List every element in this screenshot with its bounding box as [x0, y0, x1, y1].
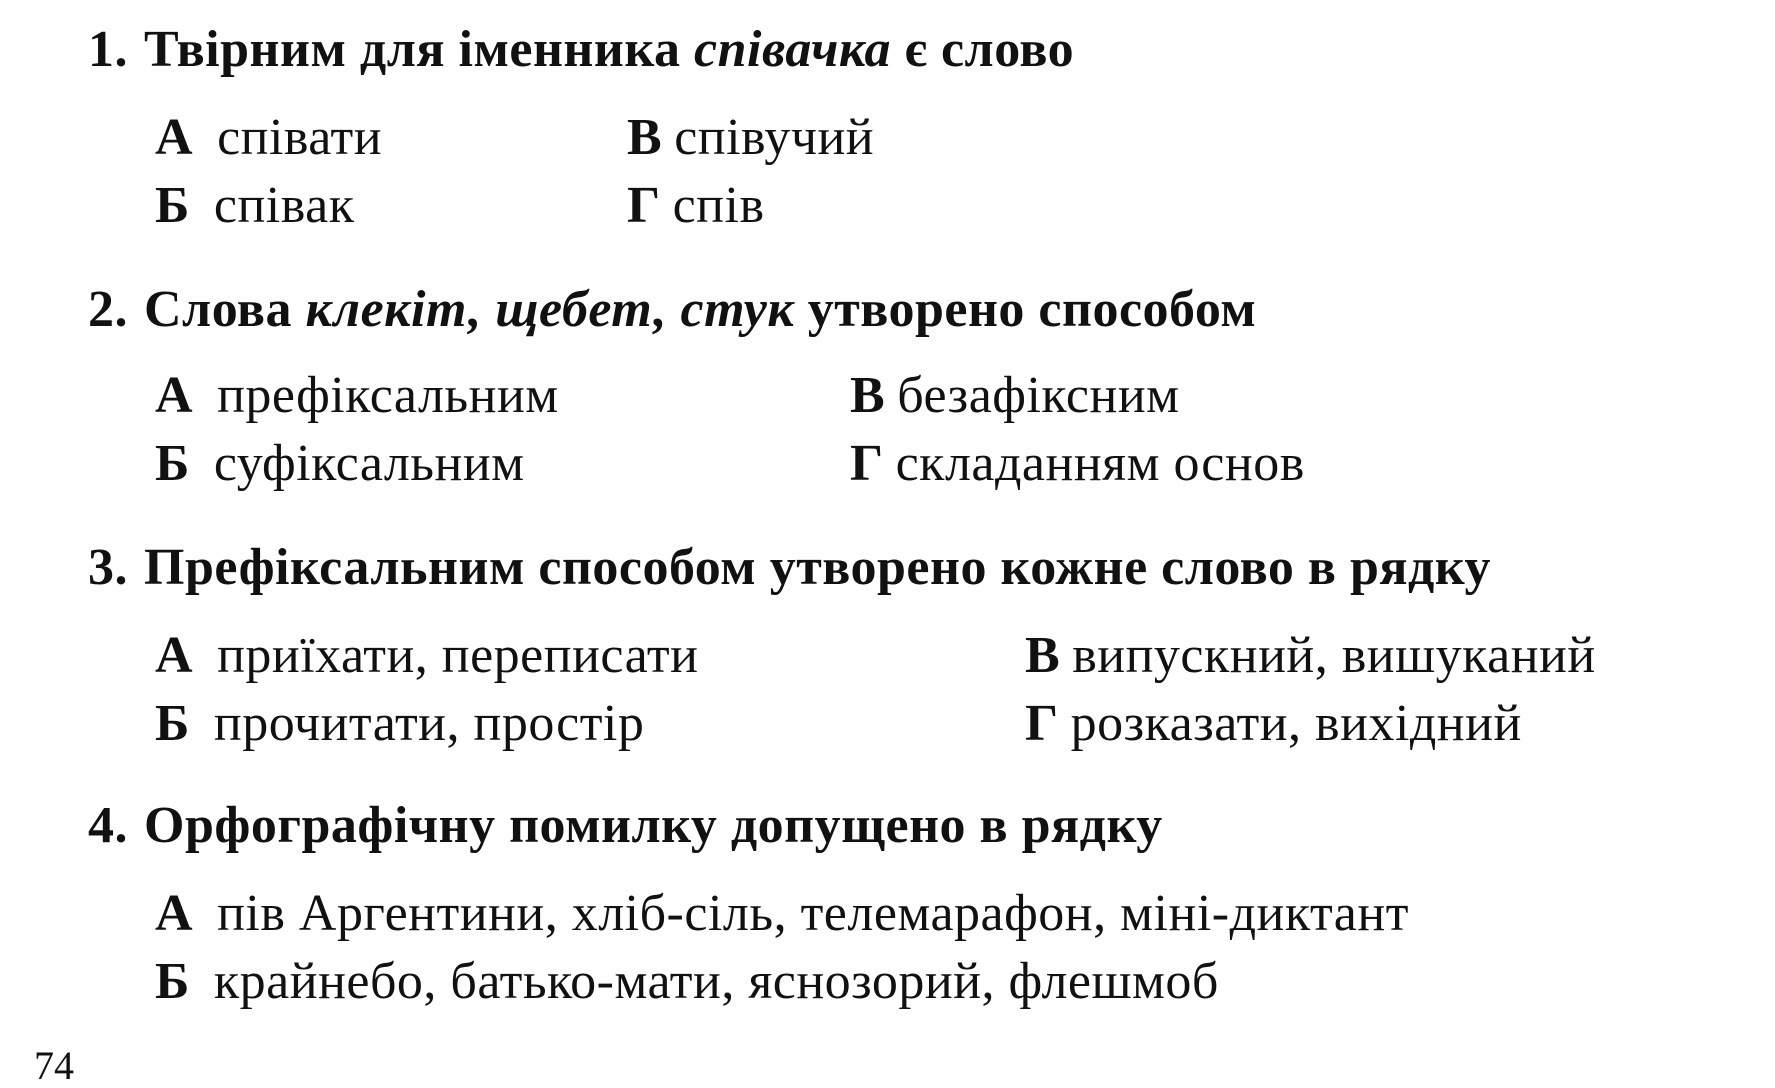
option-letter: В	[627, 109, 663, 166]
question-3-title	[88, 538, 1491, 598]
option-text: префіксальним	[217, 367, 559, 424]
question-number: 1.	[88, 21, 128, 78]
question-4-title	[88, 796, 1163, 856]
option-g[interactable]	[627, 176, 765, 236]
option-text: приїхати, переписати	[217, 627, 699, 684]
option-text: безафіксним	[897, 367, 1180, 424]
option-letter: А	[155, 109, 194, 166]
option-a[interactable]	[155, 626, 698, 686]
option-text: співати	[217, 109, 383, 166]
option-letter: Б	[155, 435, 190, 492]
question-text-end: є слово	[891, 21, 1075, 78]
option-text: співучий	[674, 109, 875, 166]
option-b[interactable]	[155, 434, 525, 494]
option-letter: В	[1025, 627, 1061, 684]
option-letter: Б	[155, 177, 190, 234]
question-text-end: утворено способом	[794, 281, 1257, 338]
option-text: спів	[672, 177, 765, 234]
option-text: складанням основ	[895, 435, 1305, 492]
option-text: пів Аргентини, хліб-сіль, телемарафон, міні-диктант	[217, 885, 1409, 942]
option-g[interactable]	[1025, 694, 1522, 754]
question-text: Твірним для іменника	[144, 21, 694, 78]
question-text: Префіксальним способом утворено кожне слово в рядку	[144, 539, 1492, 596]
question-2-title	[88, 280, 1256, 340]
question-text: Орфографічну помилку допущено в рядку	[144, 797, 1163, 854]
option-letter: Г	[627, 177, 661, 234]
option-letter: А	[155, 367, 194, 424]
question-1-title	[88, 20, 1074, 80]
option-letter: А	[155, 627, 194, 684]
option-text: розказати, вихідний	[1070, 695, 1522, 752]
option-a[interactable]	[155, 884, 1409, 944]
question-text: Слова	[144, 281, 306, 338]
option-v[interactable]	[850, 366, 1180, 426]
option-b[interactable]	[155, 952, 1219, 1012]
option-a[interactable]	[155, 108, 382, 168]
option-text: суфіксальним	[213, 435, 525, 492]
option-v[interactable]	[1025, 626, 1596, 686]
option-text: випускний, вишуканий	[1072, 627, 1596, 684]
option-letter: Б	[155, 695, 190, 752]
question-number: 2.	[88, 281, 128, 338]
option-g[interactable]	[850, 434, 1305, 494]
question-italic-words: клекіт, щебет, стук	[305, 281, 795, 338]
question-italic-word: співачка	[694, 21, 891, 78]
question-number: 3.	[88, 539, 128, 596]
option-letter: Г	[1025, 695, 1059, 752]
option-b[interactable]	[155, 176, 354, 236]
question-number: 4.	[88, 797, 128, 854]
option-text: співак	[213, 177, 355, 234]
option-v[interactable]	[627, 108, 874, 168]
option-b[interactable]	[155, 694, 644, 754]
page-number: 74	[34, 1043, 74, 1088]
option-letter: В	[850, 367, 886, 424]
option-text: крайнебо, батько-мати, яснозорий, флешмоб	[213, 953, 1219, 1010]
option-letter: А	[155, 885, 194, 942]
option-text: прочитати, простір	[213, 695, 645, 752]
option-a[interactable]	[155, 366, 559, 426]
option-letter: Г	[850, 435, 884, 492]
option-letter: Б	[155, 953, 190, 1010]
